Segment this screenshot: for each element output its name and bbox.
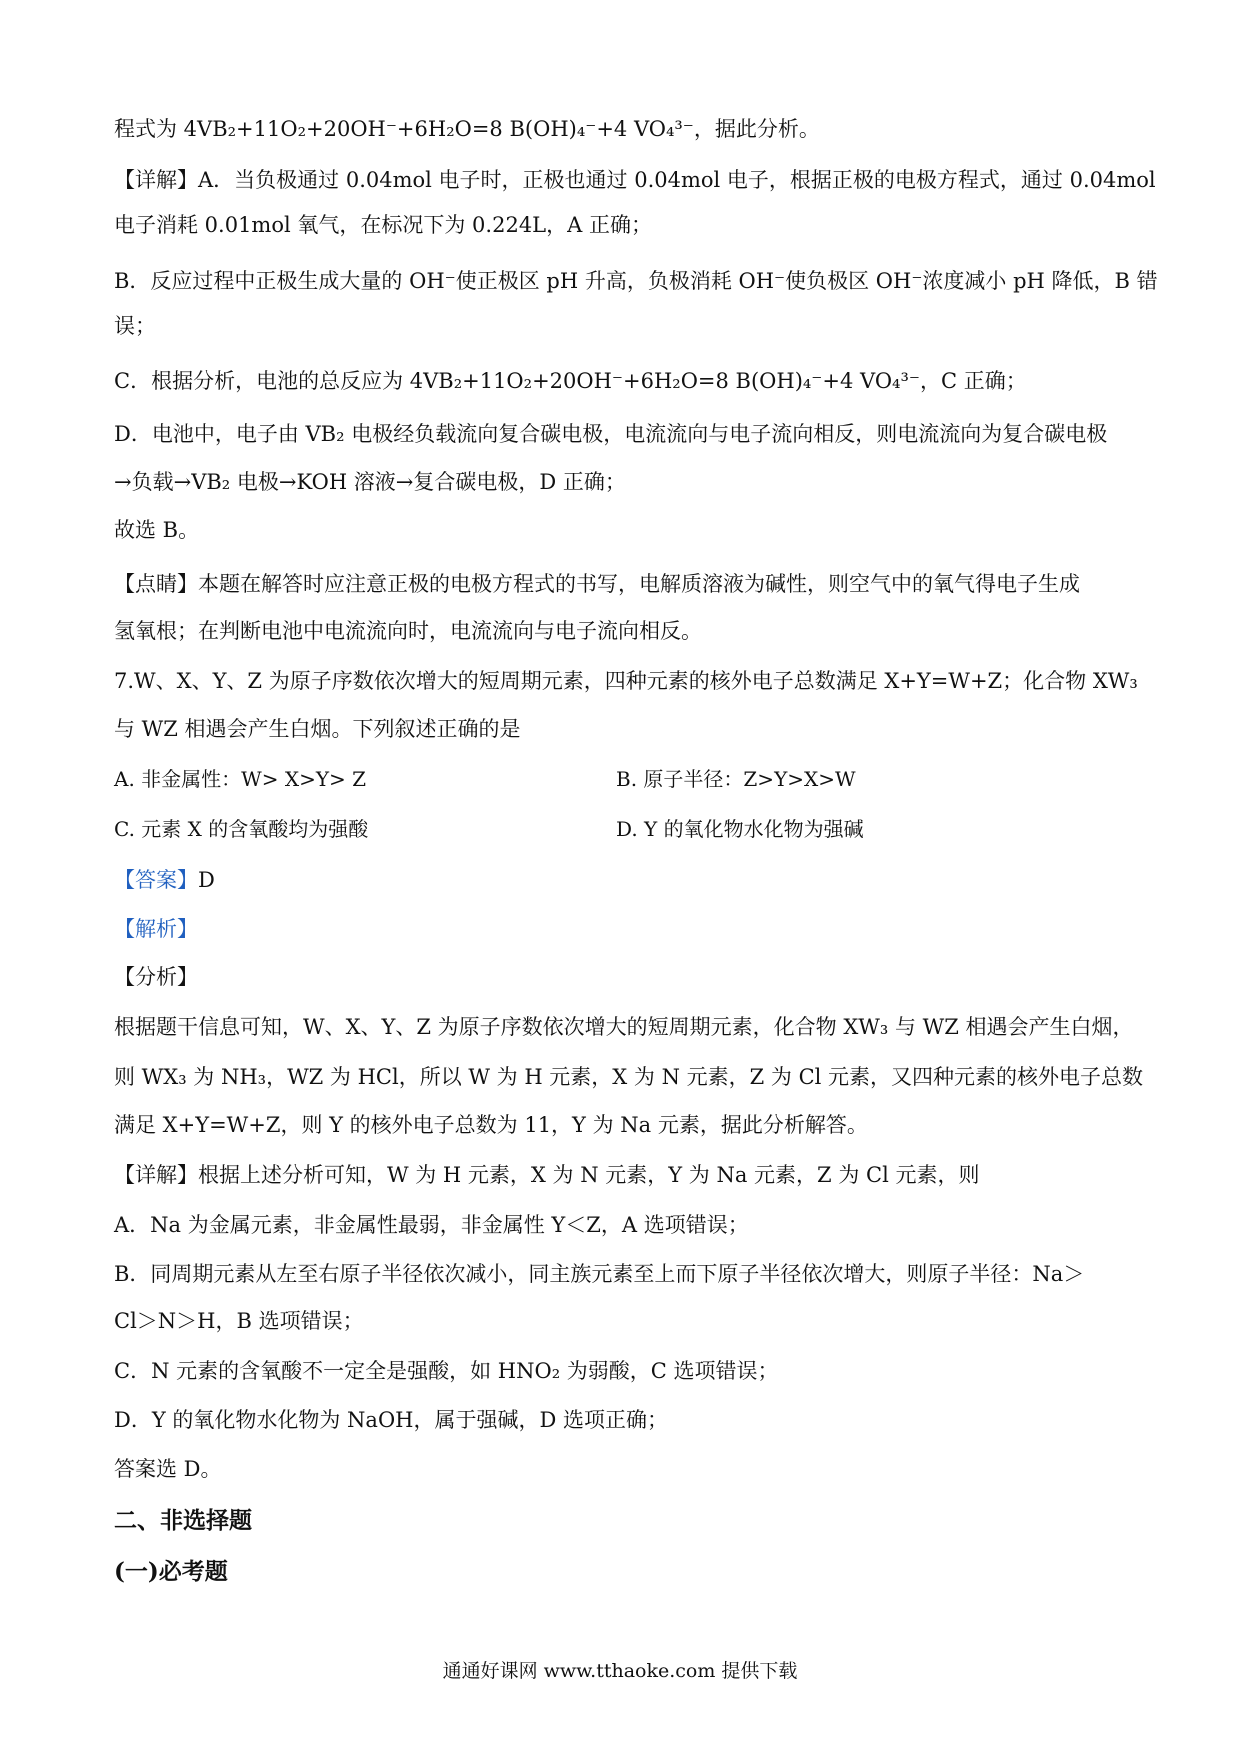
text-line: 满足 X+Y=W+Z，则 Y 的核外电子总数为 11，Y 为 Na 元素，据此分析解答。 xyxy=(114,1113,868,1137)
text-line: 程式为 4VB₂+11O₂+20OH⁻+6H₂O=8 B(OH)₄⁻+4 VO₄³⁻，据此分析。 xyxy=(114,117,820,141)
text-line: 【详解】根据上述分析可知，W 为 H 元素，X 为 N 元素，Y 为 Na 元素，Z 为 Cl 元素，则 xyxy=(114,1163,980,1187)
text-line: 根据题干信息可知，W、X、Y、Z 为原子序数依次增大的短周期元素，化合物 XW₃ 与 WZ 相遇会产生白烟， xyxy=(114,1015,1134,1039)
question-stem: 与 WZ 相遇会产生白烟。下列叙述正确的是 xyxy=(114,717,521,741)
option-b: B. 原子半径：Z>Y>X>W xyxy=(616,767,856,791)
text-line: D．Y 的氧化物水化物为 NaOH，属于强碱，D 选项正确； xyxy=(114,1408,668,1432)
text-line: C．根据分析，电池的总反应为 4VB₂+11O₂+20OH⁻+6H₂O=8 B(OH)₄⁻+4 VO₄³⁻，C 正确； xyxy=(114,369,1027,393)
option-c: C. 元素 X 的含氧酸均为强酸 xyxy=(114,817,369,841)
fenxi-label: 【分析】 xyxy=(114,965,198,989)
option-d: D. Y 的氧化物水化物为强碱 xyxy=(616,817,864,841)
subsection-title: (一)必考题 xyxy=(114,1558,228,1585)
answer-line xyxy=(114,865,1134,895)
text-line: 则 WX₃ 为 NH₃，WZ 为 HCl，所以 W 为 H 元素，X 为 N 元素，Z 为 Cl 元素，又四种元素的核外电子总数 xyxy=(114,1065,1144,1089)
text-line: 答案选 D。 xyxy=(114,1457,222,1481)
analysis-label: 【解析】 xyxy=(114,917,198,941)
answer-label: 【答案】 xyxy=(114,868,198,892)
footer-text: 通通好课网 www.tthaoke.com 提供下载 xyxy=(442,1660,798,1682)
text-line: 氢氧根；在判断电池中电流流向时，电流流向与电子流向相反。 xyxy=(114,619,702,643)
text-line: B．反应过程中正极生成大量的 OH⁻使正极区 pH 升高，负极消耗 OH⁻使负极区 OH⁻浓度减小 pH 降低，B 错 xyxy=(114,269,1158,293)
question-stem: 7.W、X、Y、Z 为原子序数依次增大的短周期元素，四种元素的核外电子总数满足 X+Y=W+Z；化合物 XW₃ xyxy=(114,669,1138,693)
text-line: Cl＞N＞H，B 选项错误； xyxy=(114,1309,364,1333)
answer-value: D xyxy=(198,868,215,892)
text-line: 故选 B。 xyxy=(114,518,200,542)
text-line: B．同周期元素从左至右原子半径依次减小，同主族元素至上而下原子半径依次增大，则原子半径：Na＞ xyxy=(114,1262,1085,1286)
text-line: 电子消耗 0.01mol 氧气，在标况下为 0.224L，A 正确； xyxy=(114,213,652,237)
text-line: 【详解】A．当负极通过 0.04mol 电子时，正极也通过 0.04mol 电子，根据正极的电极方程式，通过 0.04mol xyxy=(114,168,1156,192)
text-line: 误； xyxy=(114,314,156,338)
text-line: A．Na 为金属元素，非金属性最弱，非金属性 Y＜Z，A 选项错误； xyxy=(114,1213,749,1237)
text-line: C．N 元素的含氧酸不一定全是强酸，如 HNO₂ 为弱酸，C 选项错误； xyxy=(114,1359,779,1383)
text-line: 【点睛】本题在解答时应注意正极的电极方程式的书写，电解质溶液为碱性，则空气中的氧气得电子生成 xyxy=(114,572,1080,596)
section-title: 二、非选择题 xyxy=(114,1507,252,1534)
option-a: A. 非金属性：W> X>Y> Z xyxy=(114,767,367,791)
text-line: D．电池中，电子由 VB₂ 电极经负载流向复合碳电极，电流流向与电子流向相反，则电流流向为复合碳电极 xyxy=(114,422,1108,446)
text-line: →负载→VB₂ 电极→KOH 溶液→复合碳电极，D 正确； xyxy=(114,470,626,494)
